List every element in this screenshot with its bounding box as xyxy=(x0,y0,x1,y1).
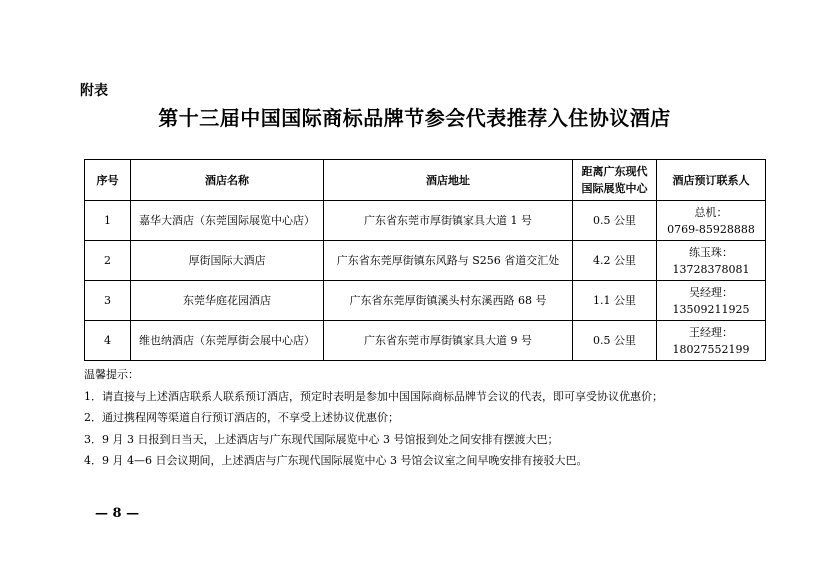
hotel-contact xyxy=(657,321,766,361)
header-index: 序号 xyxy=(85,160,131,201)
table-row xyxy=(85,241,766,281)
table-header-row xyxy=(85,160,766,201)
row-index: 3 xyxy=(85,281,131,321)
contact-phone: 13728378081 xyxy=(672,262,750,276)
hotel-address: 广东省东莞市厚街镇家具大道 1 号 xyxy=(324,201,573,241)
contact-label: 吴经理： xyxy=(689,285,733,299)
header-hotel-name: 酒店名称 xyxy=(131,160,324,201)
contact-label: 练玉珠： xyxy=(689,245,733,259)
hotel-name: 厚街国际大酒店 xyxy=(131,241,324,281)
hotel-contact xyxy=(657,281,766,321)
hotel-name: 嘉华大酒店（东莞国际展览中心店） xyxy=(131,201,324,241)
notes-heading: 温馨提示： xyxy=(84,368,139,381)
hotel-distance: 0.5 公里 xyxy=(573,321,657,361)
table-row xyxy=(85,201,766,241)
hotel-address: 广东省东莞市厚街镇家具大道 9 号 xyxy=(324,321,573,361)
contact-label: 总机： xyxy=(694,205,728,219)
note-item: 2．通过携程网等渠道自行预订酒店的，不享受上述协议优惠价； xyxy=(84,411,399,424)
header-distance-line1: 距离广东现代 xyxy=(581,165,648,178)
header-distance xyxy=(573,160,657,201)
hotel-distance: 4.2 公里 xyxy=(573,241,657,281)
hotel-distance: 1.1 公里 xyxy=(573,281,657,321)
contact-phone: 13509211925 xyxy=(672,302,750,316)
notes-section xyxy=(84,364,784,472)
header-hotel-address: 酒店地址 xyxy=(324,160,573,201)
hotel-name: 东莞华庭花园酒店 xyxy=(131,281,324,321)
table-row xyxy=(85,281,766,321)
hotel-address: 广东省东莞厚街镇东风路与 S256 省道交汇处 xyxy=(324,241,573,281)
hotel-distance: 0.5 公里 xyxy=(573,201,657,241)
hotel-table xyxy=(84,159,766,361)
contact-label: 王经理： xyxy=(689,325,733,339)
row-index: 1 xyxy=(85,201,131,241)
row-index: 4 xyxy=(85,321,131,361)
hotel-contact xyxy=(657,241,766,281)
header-distance-line2: 国际展览中心 xyxy=(581,182,648,195)
page-number: — 8 — xyxy=(95,506,140,521)
document-title: 第十三届中国国际商标品牌节参会代表推荐入住协议酒店 xyxy=(158,106,671,130)
row-index: 2 xyxy=(85,241,131,281)
contact-phone: 18027552199 xyxy=(672,342,750,356)
note-item: 1．请直接与上述酒店联系人联系预订酒店，预定时表明是参加中国国际商标品牌节会议的代表，即可享受协议优惠价； xyxy=(84,389,663,403)
note-item: 3．9 月 3 日报到日当天，上述酒店与广东现代国际展览中心 3 号馆报到处之间安排有摆渡大巴； xyxy=(84,432,559,446)
table-row xyxy=(85,321,766,361)
note-item: 4．9 月 4—6 日会议期间，上述酒店与广东现代国际展览中心 3 号馆会议室之间早晚安排有接驳大巴。 xyxy=(84,454,588,467)
attachment-label: 附表 xyxy=(80,83,108,99)
contact-phone: 0769-85928888 xyxy=(667,222,755,236)
hotel-address: 广东省东莞厚街镇溪头村东溪西路 68 号 xyxy=(324,281,573,321)
hotel-contact xyxy=(657,201,766,241)
header-contact: 酒店预订联系人 xyxy=(657,160,766,201)
hotel-name: 维也纳酒店（东莞厚街会展中心店） xyxy=(131,321,324,361)
